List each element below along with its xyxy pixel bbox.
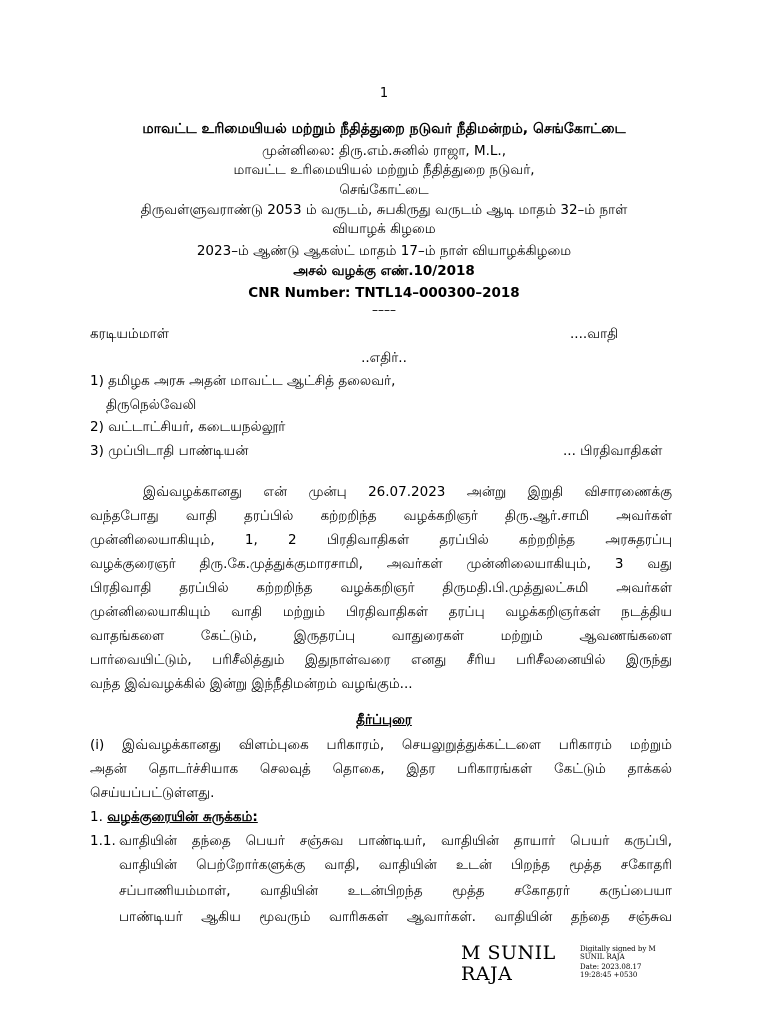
intro-line: இவ்வழக்கானது என் முன்பு 26.07.2023 அன்று இறுதி விசாரணைக்கு xyxy=(143,484,672,500)
signature-time-line: 19:28:45 +0530 xyxy=(580,971,638,979)
tamil-day-line: வியாழக் கிழமை xyxy=(332,221,436,237)
judgment-heading: தீர்ப்புரை xyxy=(356,712,412,728)
intro-line: பிரதிவாதி தரப்பில் கற்றறிந்த வழக்கறிஞர் திருமதி.பி.முத்துலட்சுமி அவர்கள் xyxy=(90,580,672,596)
intro-line: வாதங்களை கேட்டும், இருதரப்பு வாதுரைகள் மற்றும் ஆவணங்களை xyxy=(90,628,672,644)
intro-line: பார்வையிட்டும், பரிசீலித்தும் இதுநாள்வரை எனது சீரிய பரிசீலனையில் இருந்து xyxy=(90,652,672,668)
para-1-1-number: 1.1. xyxy=(90,833,116,849)
para-1-1-line: சப்பாணியம்மாள், வாதியின் உடன்பிறந்த மூத்த சகோதரர் கருப்பையா xyxy=(119,883,672,899)
english-date-line: 2023–ம் ஆண்டு ஆகஸ்ட் மாதம் 17–ம் நாள் வியாழக்கிழமை xyxy=(196,243,572,259)
defendant-1-line1: 1) தமிழக அரசு அதன் மாவட்ட ஆட்சித் தலைவர், xyxy=(90,373,396,389)
signature-info-line: SUNIL RAJA xyxy=(580,953,625,961)
court-place: செங்கோட்டை xyxy=(339,182,429,198)
page-number: 1 xyxy=(379,86,389,101)
para-i-line: (i) இவ்வழக்கானது விளம்புகை பரிகாரம், செயலுறுத்துக்கட்டளை பரிகாரம் மற்றும் xyxy=(90,737,672,753)
versus-label: ..எதிர்.. xyxy=(361,350,407,366)
intro-line: வந்த இவ்வழக்கில் இன்று இந்நீதிமன்றம் வழங்கும்... xyxy=(90,676,413,692)
para-i-line: செய்யப்பட்டுள்ளது. xyxy=(90,785,215,801)
tamil-date-line: திருவள்ளுவராண்டு 2053 ம் வருடம், சுபகிருது வருடம் ஆடி மாதம் 32–ம் நாள் xyxy=(140,202,628,218)
defendants-role: ... பிரதிவாதிகள் xyxy=(563,443,663,459)
plaintiff-role: ....வாதி xyxy=(570,326,619,342)
court-title: மாவட்ட உரிமையியல் மற்றும் நீதித்துறை நடுவர் நீதிமன்றம், செங்கோட்டை xyxy=(142,121,626,137)
cnr-number: CNR Number: TNTL14–000300–2018 xyxy=(248,285,520,301)
case-number: அசல் வழக்கு எண்.10/2018 xyxy=(293,263,475,279)
para-1-1-line: வாதியின் பெற்றோர்களுக்கு வாதி, வாதியின் உடன் பிறந்த மூத்த சகோதரி xyxy=(119,857,672,873)
intro-line: வழக்குரைஞர் திரு.கே.முத்துக்குமாரசாமி, அவர்கள் முன்னிலையாகியும், 3 வது xyxy=(90,556,672,572)
section-1-number: 1. xyxy=(90,809,103,825)
judgment-heading-wrap xyxy=(0,712,768,730)
header-divider: –––– xyxy=(372,303,396,317)
signature-info-line: Digitally signed by M xyxy=(580,945,656,953)
defendant-2: 2) வட்டாட்சியர், கடையநல்லூர் xyxy=(90,419,286,435)
plaintiff-name: கரடியம்மாள் xyxy=(90,326,169,342)
section-1-title: வழக்குரையின் சுருக்கம்: xyxy=(107,809,258,825)
signer-name-line1: M SUNIL xyxy=(461,942,556,964)
presiding-officer: முன்னிலை: திரு.எம்.சுனில் ராஜா, M.L., xyxy=(261,143,507,159)
section-1-heading xyxy=(90,809,258,827)
intro-line: முன்னிலையாகியும் வாதி மற்றும் பிரதிவாதிகள் தரப்பு வழக்கறிஞர்கள் நடத்திய xyxy=(90,604,672,620)
defendant-3: 3) முப்பிடாதி பாண்டியன் xyxy=(90,443,249,459)
defendant-1-line2: திருநெல்வேலி xyxy=(106,397,197,413)
intro-line: வந்தபோது வாதி தரப்பில் கற்றறிந்த வழக்கறிஞர் திரு.ஆர்.சாமி அவர்கள் xyxy=(90,508,672,524)
designation: மாவட்ட உரிமையியல் மற்றும் நீதித்துறை நடுவர், xyxy=(233,162,535,178)
signature-date-line: Date: 2023.08.17 xyxy=(580,963,642,971)
para-1-1-line: பாண்டியர் ஆகிய மூவரும் வாரிசுகள் ஆவார்கள். வாதியின் தந்தை சஞ்சுவ xyxy=(119,909,672,925)
para-1-1-line: வாதியின் தந்தை பெயர் சஞ்சுவ பாண்டியர், வாதியின் தாயார் பெயர் கருப்பி, xyxy=(119,833,672,849)
signer-name-line2: RAJA xyxy=(461,963,513,985)
intro-line: முன்னிலையாகியும், 1, 2 பிரதிவாதிகள் தரப்பில் கற்றறிந்த அரசுதரப்பு xyxy=(90,532,672,548)
para-i-line: அதன் தொடர்ச்சியாக செலவுத் தொகை, இதர பரிகாரங்கள் கேட்டும் தாக்கல் xyxy=(90,761,672,777)
